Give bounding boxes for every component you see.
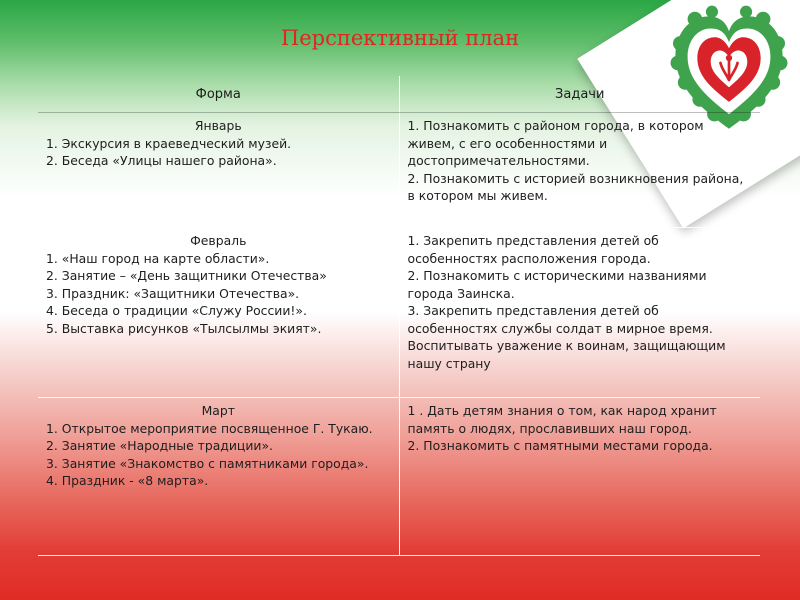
- table-row-march: [38, 398, 760, 556]
- form-item: 5. Выставка рисунков «Тылсылмы экият».: [46, 320, 322, 336]
- form-cell: [38, 398, 399, 556]
- tasks-cell: [399, 228, 760, 398]
- month-label: Январь: [194, 118, 242, 133]
- form-item: 4. Праздник - «8 марта».: [46, 473, 209, 489]
- form-item: 1. «Наш город на карте области».: [46, 250, 270, 266]
- plan-table: [38, 76, 760, 556]
- task-item: 2. Познакомить с историческими названиями города Заинска.: [407, 268, 707, 301]
- table-header-row: [38, 76, 760, 113]
- form-item: 3. Занятие «Знакомство с памятниками города».: [46, 455, 369, 471]
- column-header-form: Форма: [38, 76, 399, 113]
- tasks-cell: [399, 113, 760, 228]
- task-item: 1 . Дать детям знания о том, как народ хранит память о людях, прославивших наш город.: [407, 403, 717, 436]
- tasks-cell: [399, 398, 760, 556]
- task-item: 3. Закрепить представления детей об особенностях службы солдат в мирное время. Воспитывать уважение к воинам, защищающим нашу страну: [407, 303, 726, 371]
- form-item: 2. Беседа «Улицы нашего района».: [46, 153, 277, 168]
- table-row-february: [38, 228, 760, 398]
- form-item: 4. Беседа о традиции «Служу России!».: [46, 303, 307, 319]
- page-title: Перспективный план: [280, 26, 520, 50]
- form-item: 3. Праздник: «Защитники Отечества».: [46, 285, 300, 301]
- form-cell: [38, 113, 399, 228]
- task-item: 1. Познакомить с районом города, в котором живем, с его особенностями и достопримечательностями.: [407, 118, 704, 168]
- form-item: 2. Занятие – «День защитники Отечества»: [46, 268, 327, 284]
- task-item: 2. Познакомить с памятными местами города.: [407, 438, 713, 454]
- task-item: 2. Познакомить с историей возникновения района, в котором мы живем.: [407, 170, 744, 203]
- task-item: 1. Закрепить представления детей об особенностях расположения города.: [407, 233, 659, 266]
- column-header-tasks: Задачи: [399, 76, 760, 113]
- form-item: 2. Занятие «Народные традиции».: [46, 438, 273, 454]
- form-item: 1. Открытое мероприятие посвященное Г. Тукаю.: [46, 420, 373, 436]
- form-cell: [38, 228, 399, 398]
- month-label: Март: [201, 403, 235, 419]
- month-label: Февраль: [190, 233, 247, 249]
- table-row-january: [38, 113, 760, 228]
- form-item: 1. Экскурсия в краеведческий музей.: [46, 135, 292, 151]
